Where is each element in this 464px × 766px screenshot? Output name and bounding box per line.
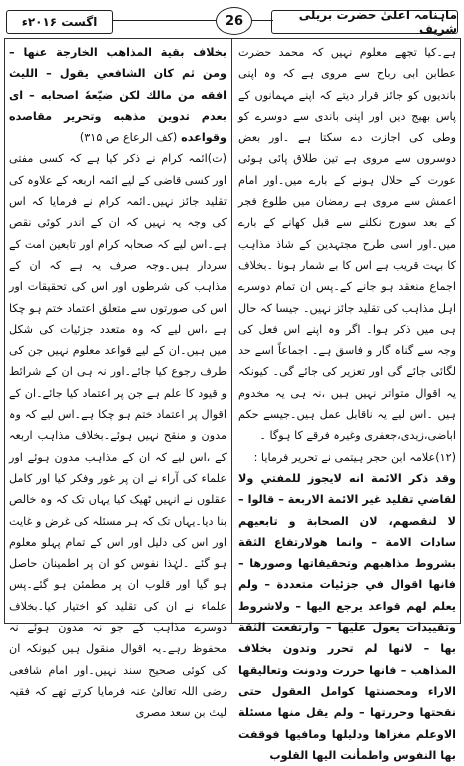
page-number-badge (216, 7, 252, 35)
arabic-quote: وقد ذكر الائمة انه لايجوز للمفتي ولا لقاضي تقليد غير الائمة الاربعة – قالوا – لا لنقصهم، لان الصحابة و تابعيهم سادات الامة – وانما هولارتفاع الثقة بشروط مذاهبهم وتحقيقاتها وصورها – فانها اقوال في جزئيات متعددة – ولم يعلم لهم قواعد يرجع اليها – ولاشروط وتقييدات يعول عليها – وارتفعت الثقة بها – لانها لم تحرر وتدون بخلاف المذاهب – فانها حررت ودونت وتعاليقها الاراء ومحصنتها كوامل العقول حتى نقحتها وحررتها – ولم يقل منها مسئلة الاوعلم مغزاها ودليلها ومافيها فوقفت بها النفوس واطمأنت اليها القلوب (238, 471, 456, 762)
column-divider (231, 38, 232, 624)
arabic-quote-continued (9, 42, 227, 148)
magazine-title-box (271, 10, 458, 34)
translation-paragraph: (ت)ائمہ کرام نے ذکر کیا ہے کہ کسی مفتی اور کسی قاضی کے لیے ائمہ اربعہ کے علاوہ کی تقلید جائز نہیں۔ائمہ کرام نے فرمایا کہ اس کی وجہ یہ نہیں کہ ان کے اندر کوئی نقص ہے۔اس لیے کہ صحابہ کرام اور تابعین امت کے سردار ہیں۔وجہ صرف یہ ہے کہ ان کے مذاہب کی شرطوں اور اس کی تحقیقات اور اس کی صورتوں سے متعلق اعتماد ختم ہو چکا ہے ،اس لیے کہ وہ متعدد جزئیات کی شکل میں ہیں۔ان کے لیے قواعد معلوم نہیں جن کی طرف رجوع کیا جائے۔اور نہ ہی ان کے شرائط و قیود کا علم ہے جن پر اعتماد کیا جائے۔ان کے اقوال پر اعتماد ختم ہو چکا ہے۔اس لیے کہ وہ مدون و منقح نہیں ہوئے۔بخلاف مذاہب اربعہ کے ،اس لیے کہ ان کے مذاہب مدون ہوئے اور علماء کی آراء نے ان پر غور وفکر کیا اور کامل عقلوں نے انہیں ٹھیک کیا یہاں تک کہ وہ خالص بنا دیا۔یہاں تک کہ ہر مسئلہ کی غرض و غایت اور اس کی دلیل اور اس کے تمام پہلو معلوم ہو گئے ۔لہٰذا نفوس کو ان پر اطمینان حاصل ہو گیا اور قلوب ان پر مطمئن ہو گئے۔پس علماء نے ان کی تقلید کو اختیار کیا۔بخلاف دوسرے مذاہب کے جو نہ مدون ہوئے نہ محفوظ رہے۔یہ اقوال منقول ہیں کیونکہ ان کی کوئی صحیح سند نہیں۔اور امام شافعی رضی اللہ تعالیٰ عنہ فرمایا کرتے تھے کہ فقیہ لیث بن سعد مصری (8, 152, 227, 720)
header-rule-left (112, 20, 216, 21)
issue-date: اگست ۲۰۱۶ء (21, 15, 98, 29)
right-column (238, 42, 456, 762)
page-header (6, 6, 458, 36)
left-column (8, 42, 227, 720)
arabic-quote-text: بخلاف بقية المذاهب الخارجة عنها – ومن ثم كان الشافعي يقول – الليث افقه من مالك لكن ضيّعهٗ اصحابه – ای بعدم تدوين مذهبه وتحرير مقاصده وقواعده (9, 46, 227, 145)
header-rule-right (251, 20, 273, 21)
right-paragraph-1: ہے۔کیا تجھے معلوم نہیں کہ محمد حضرت عطابن ابی رباح سے مروی ہے کہ وہ اپنی باندیوں کو جائز قرار دیتے کہ اپنے مہمانوں کے پاس بھیج دیں اور اپنی باندی سے دوسرے کو وطی کی اجازت دے سکتا ہے ۔اور بعض دوسروں سے مروی ہے تین طلاق پائی ہوئی عورت کے حلال ہونے کے بارے میں۔اور امام اعمش سے مروی ہے رمضان میں طلوع فجر کے بعد سورج نکلنے سے قبل کھانے کے بارے میں۔اور اسی طرح مجتہدین کے شاذ مذاہب کا بہت قریب ہے اس کا بے شمار ہونا ۔بخلاف اجماع منعقد ہو جانے کے۔پس ان تمام دوسرے اہل مذاہب کی تقلید جائز نہیں۔ جیسا کہ حال ہی میں ذکر ہوا۔ اگر وہ اپنے اس فعل کی وجہ سے گناہ گار و فاسق ہے۔ اجماعاً اسے حد لگائی جائے گی اور تعزیر کی جائے گی۔ کیونکہ یہ اقوال متواتر نہیں ہیں ،نہ ہی یہ مخدوم ہیں ۔اس لیے یہ ناقابل عمل ہیں۔جیسے حکم اباضی،زیدی،جعفری وغیرہ فرقے کا ہوگا ۔ (238, 46, 456, 443)
source-reference: (کف الرعاع ص ۳۱۵) (79, 131, 178, 145)
citation-heading: (۱۲)علامہ ابن حجر ہیتمی نے تحریر فرمایا : (253, 450, 456, 464)
issue-date-box (6, 10, 113, 34)
magazine-title: ماہنامہ اعلیٰ حضرت بریلی شریف (298, 8, 457, 36)
page-number: 26 (224, 13, 244, 29)
